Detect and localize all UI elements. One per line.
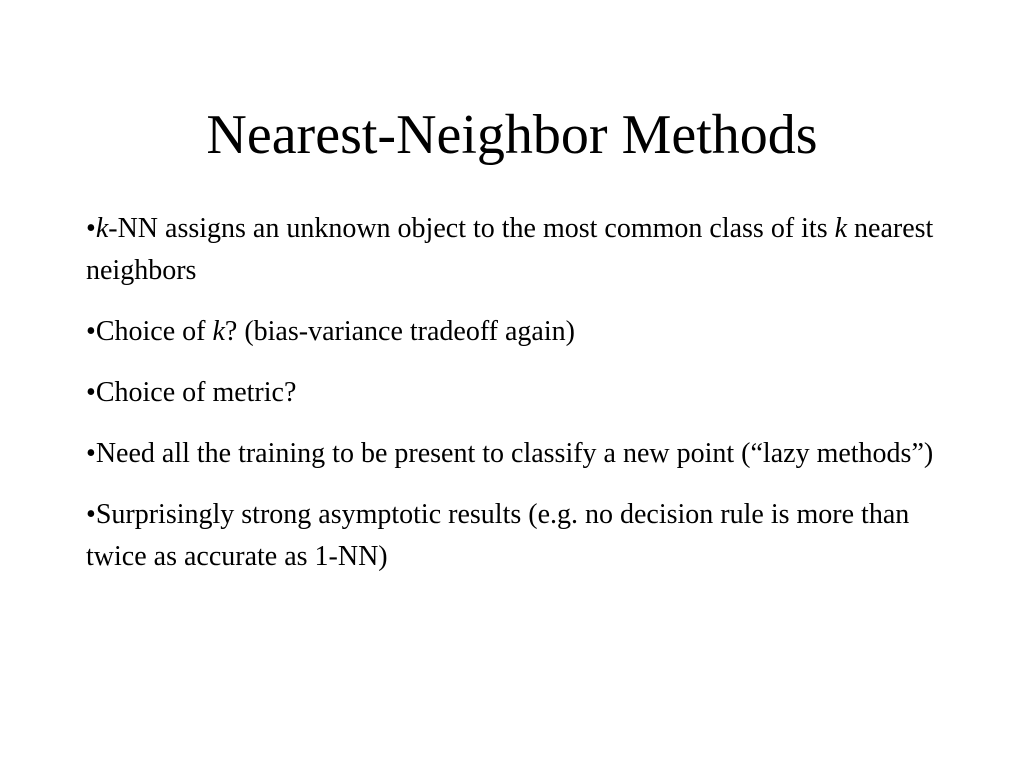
bullet-dot: •	[86, 377, 96, 408]
bullet-text: Choice of metric?	[95, 377, 297, 408]
bullet-item-knn-definition	[86, 208, 956, 292]
k-variable: k	[95, 213, 109, 244]
bullet-text: Choice of	[95, 316, 213, 347]
bullet-text: nearest neighbors	[86, 213, 934, 286]
bullet-item-choice-of-k	[86, 311, 956, 353]
bullet-text: ? (bias-variance tradeoff again)	[224, 316, 575, 347]
bullet-dot: •	[86, 316, 96, 347]
k-variable: k	[212, 316, 225, 347]
bullet-list	[86, 208, 956, 597]
bullet-item-asymptotic-results	[86, 494, 956, 578]
bullet-item-lazy-methods	[86, 433, 956, 475]
bullet-dot: •	[86, 213, 96, 244]
k-variable: k	[834, 213, 848, 244]
slide-title: Nearest-Neighbor Methods	[206, 104, 818, 166]
bullet-text: Surprisingly strong asymptotic results (e.g. no decision rule is more than twice as accurate as 1-NN)	[86, 499, 910, 572]
bullet-dot: •	[86, 499, 96, 530]
bullet-dot: •	[86, 438, 96, 469]
bullet-text: Need all the training to be present to classify a new point (“lazy methods”)	[95, 438, 934, 469]
bullet-text: -NN assigns an unknown object to the most common class of its	[108, 213, 835, 244]
bullet-item-choice-of-metric	[86, 372, 956, 414]
